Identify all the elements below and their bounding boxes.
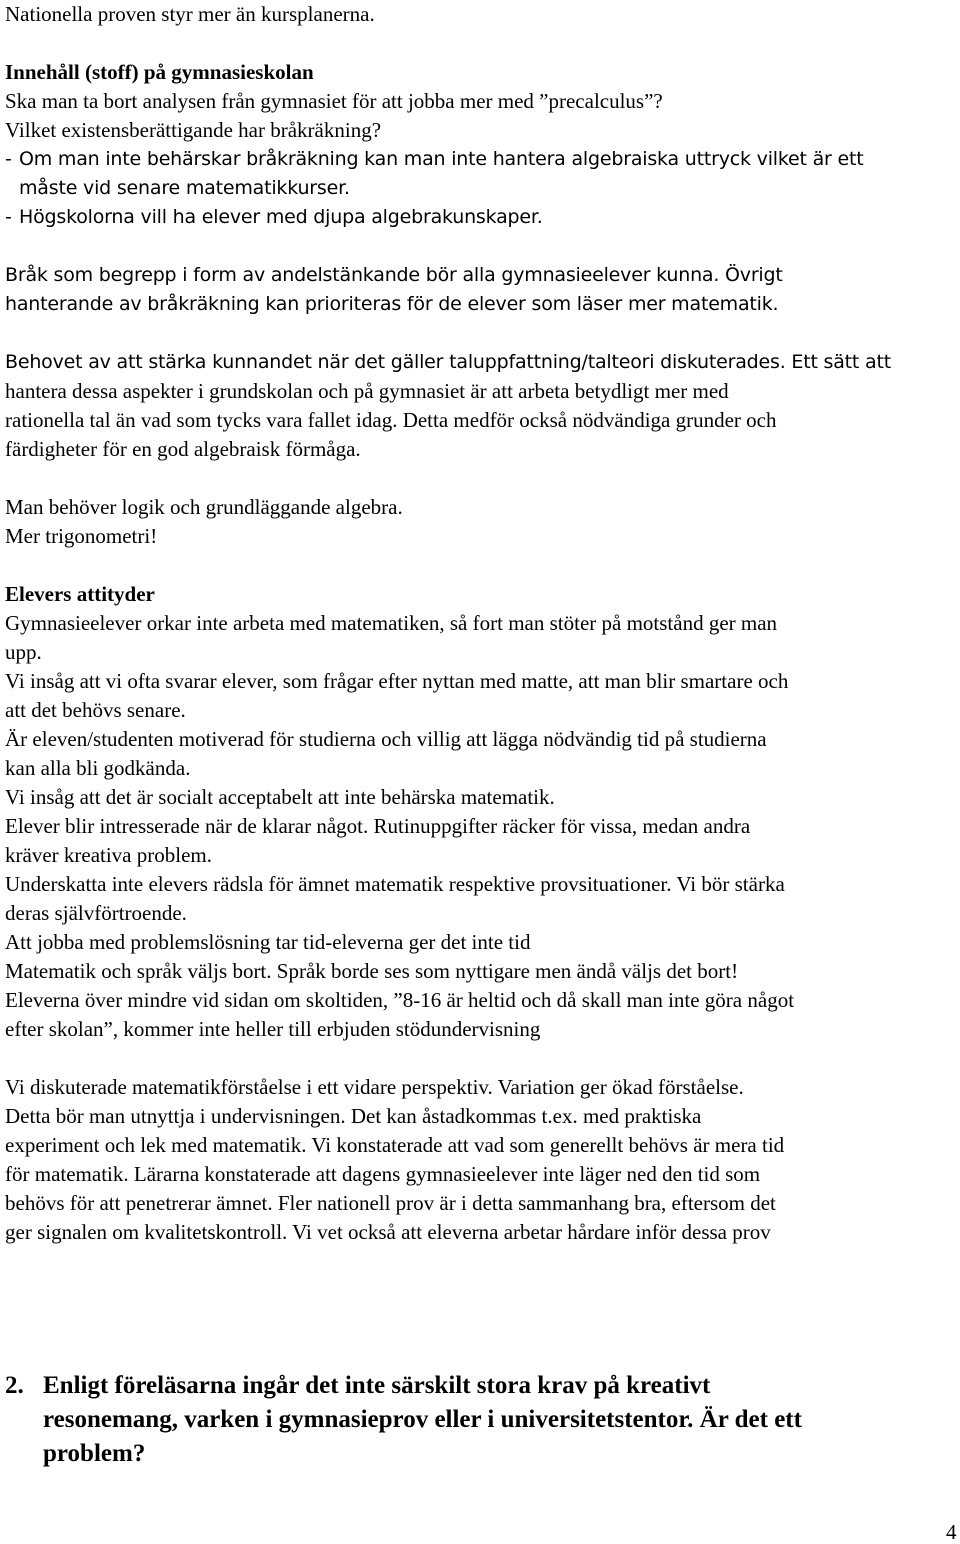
paragraph-line: upp. (5, 640, 42, 664)
section-heading-content: Innehåll (stoff) på gymnasieskolan (5, 60, 314, 84)
page-number: 4 (946, 1520, 957, 1544)
paragraph-line: Behovet av att stärka kunnandet när det gäller taluppfattning/talteori diskuterades. Ett sätt att (5, 351, 891, 373)
paragraph-line: hanterande av bråkräkning kan prioriteras för de elever som läser mer matematik. (5, 293, 779, 315)
bullet-dash: - (5, 206, 12, 228)
paragraph-line: deras självförtroende. (5, 901, 187, 925)
paragraph-line: Elever blir intresserade när de klarar något. Rutinuppgifter räcker för vissa, medan andra (5, 814, 751, 838)
bullet-text: Om man inte behärskar bråkräkning kan man inte hantera algebraiska uttryck vilket är ett (19, 148, 864, 170)
paragraph-line: efter skolan”, kommer inte heller till erbjuden stödundervisning (5, 1017, 541, 1041)
document-page (5, 0, 955, 1247)
paragraph-line: Vi diskuterade matematikförståelse i ett vidare perspektiv. Variation ger ökad förståelse. (5, 1075, 744, 1099)
question-precalculus: Ska man ta bort analysen från gymnasiet för att jobba mer med ”precalculus”? (5, 89, 663, 113)
paragraph-line: Vi insåg att det är socialt acceptabelt att inte behärska matematik. (5, 785, 555, 809)
paragraph-line: Matematik och språk väljs bort. Språk borde ses som nyttigare men ändå väljs det bort! (5, 959, 739, 983)
paragraph-line: Att jobba med problemslösning tar tid-eleverna ger det inte tid (5, 930, 531, 954)
bullet-item (5, 203, 955, 232)
paragraph-line: att det behövs senare. (5, 698, 186, 722)
paragraph-line: behövs för att penetrerar ämnet. Fler nationell prov är i detta sammanhang bra, eftersom det (5, 1191, 776, 1215)
paragraph-line: Är eleven/studenten motiverad för studierna och villig att lägga nödvändig tid på studierna (5, 727, 767, 751)
paragraph-line: Vi insåg att vi ofta svarar elever, som frågar efter nyttan med matte, att man blir smartare och (5, 669, 789, 693)
question-text (43, 1369, 802, 1471)
question-line: problem? (43, 1440, 146, 1467)
paragraph-line: Detta bör man utnyttja i undervisningen. Det kan åstadkommas t.ex. med praktiska (5, 1104, 702, 1128)
paragraph-line: Mer trigonometri! (5, 524, 158, 548)
paragraph-line: hantera dessa aspekter i grundskolan och på gymnasiet är att arbeta betydligt mer med (5, 379, 729, 403)
section-heading-attitudes: Elevers attityder (5, 582, 155, 606)
paragraph-line: rationella tal än vad som tycks vara fallet idag. Detta medför också nödvändiga grunder och (5, 408, 777, 432)
bullet-item (5, 145, 955, 174)
bullet-dash: - (5, 148, 12, 170)
paragraph-line: ger signalen om kvalitetskontroll. Vi vet också att eleverna arbetar hårdare inför dessa prov (5, 1220, 771, 1244)
bullet-continuation: måste vid senare matematikkurser. (19, 177, 350, 199)
paragraph-line: Man behöver logik och grundläggande algebra. (5, 495, 403, 519)
paragraph-line: för matematik. Lärarna konstaterade att dagens gymnasieelever inte läger ned den tid som (5, 1162, 761, 1186)
paragraph-line: kräver kreativa problem. (5, 843, 212, 867)
question-number: 2. (5, 1372, 24, 1399)
question-line: Enligt föreläsarna ingår det inte särskilt stora krav på kreativt (43, 1372, 711, 1399)
paragraph-line: Underskatta inte elevers rädsla för ämnet matematik respektive provsituationer. Vi bör stärka (5, 872, 785, 896)
paragraph-line: Bråk som begrepp i form av andelstänkande bör alla gymnasieelever kunna. Övrigt (5, 264, 783, 286)
question-line: resonemang, varken i gymnasieprov eller i universitetstentor. Är det ett (43, 1406, 802, 1433)
paragraph-line: Gymnasieelever orkar inte arbeta med matematiken, så fort man stöter på motstånd ger man (5, 611, 778, 635)
bullet-text: Högskolorna vill ha elever med djupa algebrakunskaper. (19, 206, 543, 228)
paragraph-line: kan alla bli godkända. (5, 756, 191, 780)
paragraph-line: Eleverna över mindre vid sidan om skoltiden, ”8-16 är heltid och då skall man inte göra något (5, 988, 795, 1012)
intro-line: Nationella proven styr mer än kursplanerna. (5, 2, 375, 26)
question-fractions: Vilket existensberättigande har bråkräkning? (5, 118, 382, 142)
paragraph-line: experiment och lek med matematik. Vi konstaterade att vad som generellt behövs är mera tid (5, 1133, 785, 1157)
paragraph-line: färdigheter för en god algebraisk förmåga. (5, 437, 361, 461)
